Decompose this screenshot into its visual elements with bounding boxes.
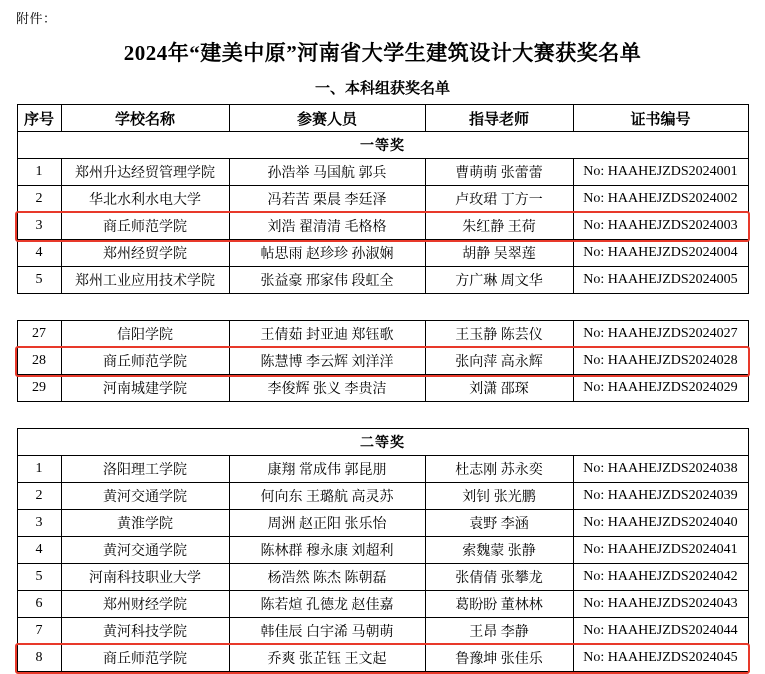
cell-cert: No: HAAHEJZDS2024029: [573, 375, 748, 402]
cell-members: 乔爽 张芷钰 王文起: [229, 645, 425, 672]
prize-title-row: [17, 429, 748, 456]
cell-school: 郑州升达经贸管理学院: [61, 159, 229, 186]
cell-members: 杨浩然 陈杰 陈朝磊: [229, 564, 425, 591]
cell-cert: No: HAAHEJZDS2024002: [573, 186, 748, 213]
prize-title-row: [17, 132, 748, 159]
table-row: [17, 159, 748, 186]
cell-no: 2: [17, 483, 61, 510]
cell-school: 洛阳理工学院: [61, 456, 229, 483]
cell-no: 7: [17, 618, 61, 645]
cell-no: 2: [17, 186, 61, 213]
table-row: [17, 321, 748, 348]
table-row: [17, 213, 748, 240]
cell-cert: No: HAAHEJZDS2024005: [573, 267, 748, 294]
cell-teachers: 卢玫珺 丁方一: [425, 186, 573, 213]
award-table: [17, 104, 749, 672]
th-no: 序号: [17, 105, 61, 132]
cell-teachers: 王玉静 陈芸仪: [425, 321, 573, 348]
cell-teachers: 胡静 吴翠莲: [425, 240, 573, 267]
cell-cert: No: HAAHEJZDS2024041: [573, 537, 748, 564]
cell-members: 周洲 赵正阳 张乐怡: [229, 510, 425, 537]
cell-members: 李俊辉 张义 李贵洁: [229, 375, 425, 402]
cell-school: 信阳学院: [61, 321, 229, 348]
th-cert: 证书编号: [573, 105, 748, 132]
cell-members: 陈若煊 孔德龙 赵佳嘉: [229, 591, 425, 618]
cell-cert: No: HAAHEJZDS2024038: [573, 456, 748, 483]
table-row: [17, 456, 748, 483]
cell-teachers: 杜志刚 苏永奕: [425, 456, 573, 483]
cell-members: 帖思雨 赵珍珍 孙淑娴: [229, 240, 425, 267]
table-header-row: [17, 105, 748, 132]
cell-members: 冯若苦 栗晨 李廷泽: [229, 186, 425, 213]
section-title: 一、本科组获奖名单: [314, 81, 450, 97]
page-title: 2024年“建美中原”河南省大学生建筑设计大赛获奖名单: [123, 41, 642, 65]
cell-no: 5: [17, 564, 61, 591]
cell-no: 1: [17, 456, 61, 483]
cell-no: 28: [17, 348, 61, 375]
table-header: [17, 105, 748, 132]
cell-school: 商丘师范学院: [61, 645, 229, 672]
cell-members: 何向东 王璐航 高灵苏: [229, 483, 425, 510]
table-row: [17, 645, 748, 672]
cell-school: 郑州工业应用技术学院: [61, 267, 229, 294]
cell-school: 黄淮学院: [61, 510, 229, 537]
cell-cert: No: HAAHEJZDS2024040: [573, 510, 748, 537]
cell-teachers: 朱红静 王荷: [425, 213, 573, 240]
cell-no: 27: [17, 321, 61, 348]
cell-school: 河南科技职业大学: [61, 564, 229, 591]
cell-teachers: 鲁豫坤 张佳乐: [425, 645, 573, 672]
cell-members: 陈林群 穆永康 刘超利: [229, 537, 425, 564]
cell-school: 商丘师范学院: [61, 348, 229, 375]
cell-teachers: 张倩倩 张攀龙: [425, 564, 573, 591]
table-row: [17, 483, 748, 510]
cell-no: 3: [17, 510, 61, 537]
cell-members: 韩佳辰 白宇浠 马朝萌: [229, 618, 425, 645]
cell-members: 张益豪 邢家伟 段虹全: [229, 267, 425, 294]
cell-school: 商丘师范学院: [61, 213, 229, 240]
cell-school: 黄河交通学院: [61, 483, 229, 510]
cell-school: 黄河科技学院: [61, 618, 229, 645]
cell-no: 8: [17, 645, 61, 672]
table-row: [17, 267, 748, 294]
cell-cert: No: HAAHEJZDS2024001: [573, 159, 748, 186]
award-table-container: [14, 104, 751, 672]
cell-members: 刘浩 翟清清 毛格格: [229, 213, 425, 240]
cell-members: 陈慧博 李云辉 刘洋洋: [229, 348, 425, 375]
table-row: [17, 537, 748, 564]
table-row: [17, 186, 748, 213]
cell-teachers: 葛盼盼 董林林: [425, 591, 573, 618]
table-row: [17, 510, 748, 537]
th-members: 参赛人员: [229, 105, 425, 132]
cell-school: 郑州财经学院: [61, 591, 229, 618]
cell-teachers: 刘钊 张光鹏: [425, 483, 573, 510]
cell-no: 6: [17, 591, 61, 618]
cell-school: 郑州经贸学院: [61, 240, 229, 267]
table-row: [17, 618, 748, 645]
cell-members: 孙浩举 马国航 郭兵: [229, 159, 425, 186]
table-row: [17, 564, 748, 591]
cell-school: 河南城建学院: [61, 375, 229, 402]
cell-no: 29: [17, 375, 61, 402]
cell-cert: No: HAAHEJZDS2024039: [573, 483, 748, 510]
cell-teachers: 王昂 李静: [425, 618, 573, 645]
th-school: 学校名称: [61, 105, 229, 132]
cell-cert: No: HAAHEJZDS2024027: [573, 321, 748, 348]
cell-cert: No: HAAHEJZDS2024003: [573, 213, 748, 240]
cell-no: 4: [17, 537, 61, 564]
cell-cert: No: HAAHEJZDS2024028: [573, 348, 748, 375]
table-gap-cell: [17, 294, 748, 321]
cell-cert: No: HAAHEJZDS2024004: [573, 240, 748, 267]
cell-no: 4: [17, 240, 61, 267]
cell-school: 黄河交通学院: [61, 537, 229, 564]
table-body: [17, 132, 748, 672]
th-teachers: 指导老师: [425, 105, 573, 132]
cell-school: 华北水利水电大学: [61, 186, 229, 213]
cell-members: 王倩茹 封亚迪 郑钰歌: [229, 321, 425, 348]
prize-title: 一等奖: [17, 132, 748, 159]
cell-no: 3: [17, 213, 61, 240]
cell-no: 1: [17, 159, 61, 186]
cell-cert: No: HAAHEJZDS2024044: [573, 618, 748, 645]
cell-teachers: 索魏蒙 张静: [425, 537, 573, 564]
cell-teachers: 曹萌萌 张蕾蕾: [425, 159, 573, 186]
prize-title: 二等奖: [17, 429, 748, 456]
cell-cert: No: HAAHEJZDS2024045: [573, 645, 748, 672]
cell-cert: No: HAAHEJZDS2024043: [573, 591, 748, 618]
table-gap-row: [17, 402, 748, 429]
table-gap-row: [17, 294, 748, 321]
attachment-label: 附件：: [16, 11, 57, 26]
table-gap-cell: [17, 402, 748, 429]
table-row: [17, 240, 748, 267]
table-row: [17, 375, 748, 402]
cell-teachers: 方广琳 周文华: [425, 267, 573, 294]
table-row: [17, 591, 748, 618]
cell-no: 5: [17, 267, 61, 294]
cell-teachers: 袁野 李涵: [425, 510, 573, 537]
cell-teachers: 张向萍 高永辉: [425, 348, 573, 375]
cell-teachers: 刘潇 邵琛: [425, 375, 573, 402]
cell-cert: No: HAAHEJZDS2024042: [573, 564, 748, 591]
cell-members: 康翔 常成伟 郭昆朋: [229, 456, 425, 483]
table-row: [17, 348, 748, 375]
